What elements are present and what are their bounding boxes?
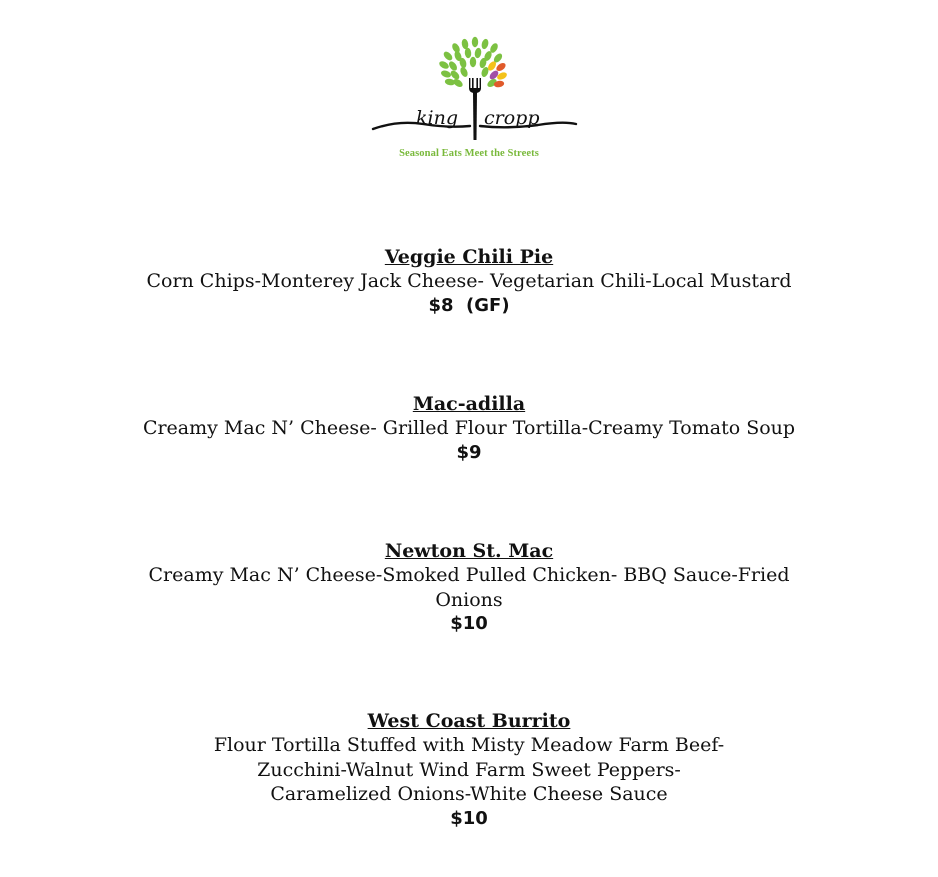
logo-leaf bbox=[440, 69, 452, 79]
menu-item-price: $10 bbox=[450, 613, 488, 634]
logo-leaf bbox=[459, 66, 469, 78]
menu-item-price: $8 (GF) bbox=[428, 294, 510, 316]
logo-leaf bbox=[447, 60, 458, 72]
menu-item-title: West Coast Burrito bbox=[367, 710, 571, 732]
logo-word-right: cropp bbox=[484, 107, 540, 129]
logo-fork-handle bbox=[473, 92, 477, 140]
logo-leaf bbox=[474, 47, 482, 58]
logo-tree-fork-icon bbox=[368, 36, 582, 166]
king-cropp-logo bbox=[368, 36, 582, 166]
menu-item-description-line: Flour Tortilla Stuffed with Misty Meadow Farm Beef- bbox=[213, 734, 725, 756]
logo-tagline: Seasonal Eats Meet the Streets bbox=[399, 148, 539, 159]
menu-item-description-line: Caramelized Onions-White Cheese Sauce bbox=[270, 783, 668, 805]
menu-item-title: Mac-adilla bbox=[412, 393, 526, 415]
logo-word-left: king bbox=[416, 107, 458, 129]
logo-leaf bbox=[472, 37, 478, 47]
menu-item-price: $10 bbox=[450, 807, 488, 829]
logo-leaf bbox=[438, 60, 450, 71]
logo-leaf bbox=[470, 57, 476, 67]
logo-leaf bbox=[481, 38, 490, 50]
menu-item-description-line: Corn Chips-Monterey Jack Cheese- Vegetarian Chili-Local Mustard bbox=[146, 270, 792, 292]
menu-item-description-line: Creamy Mac N’ Cheese-Smoked Pulled Chicken- BBQ Sauce-Fried bbox=[148, 564, 790, 586]
logo-fork-tines bbox=[469, 78, 481, 93]
menu-item-title: Veggie Chili Pie bbox=[384, 246, 554, 268]
logo-leaf bbox=[464, 48, 471, 59]
menu-item-west-coast-burrito bbox=[0, 709, 938, 831]
menu-item-price: $9 bbox=[456, 441, 482, 463]
menu-item-description-line: Creamy Mac N’ Cheese- Grilled Flour Tortilla-Creamy Tomato Soup bbox=[142, 417, 796, 439]
logo-leaf bbox=[442, 50, 454, 62]
menu-item-newton-st-mac bbox=[0, 539, 938, 636]
menu-item-mac-adilla bbox=[0, 392, 938, 465]
menu-item-description-line: Zucchini-Walnut Wind Farm Sweet Peppers- bbox=[257, 758, 681, 781]
menu-item-description-line: Onions bbox=[435, 588, 503, 611]
menu-item-veggie-chili-pie bbox=[0, 245, 938, 318]
menu-item-title: Newton St. Mac bbox=[384, 540, 554, 562]
